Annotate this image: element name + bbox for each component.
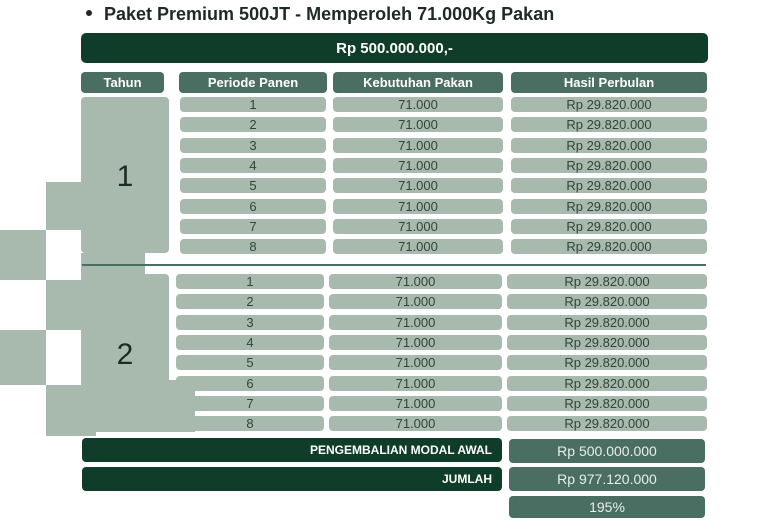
year-1-label: 1 xyxy=(116,160,134,193)
table-cell-periode: 5 xyxy=(180,178,326,193)
section-divider xyxy=(82,264,706,266)
table-cell-kebutuhan: 71.000 xyxy=(333,117,503,132)
table-cell-kebutuhan: 71.000 xyxy=(333,239,503,254)
table-cell-hasil: Rp 29.820.000 xyxy=(511,178,707,193)
header-tahun: Tahun xyxy=(81,72,164,93)
table-cell-hasil: Rp 29.820.000 xyxy=(507,274,707,289)
percent-value: 195% xyxy=(509,496,705,518)
table-cell-periode: 8 xyxy=(176,416,324,431)
table-cell-hasil: Rp 29.820.000 xyxy=(507,416,707,431)
table-cell-periode: 2 xyxy=(176,294,324,309)
table-cell-kebutuhan: 71.000 xyxy=(329,416,502,431)
year-2-label: 2 xyxy=(116,338,134,371)
table-cell-periode: 3 xyxy=(176,315,324,330)
bullet-icon xyxy=(86,10,92,16)
table-cell-kebutuhan: 71.000 xyxy=(333,158,503,173)
title-text: Paket Premium 500JT - Memperoleh 71.000Kg Pakan xyxy=(104,4,555,24)
table-cell-periode: 7 xyxy=(180,219,326,234)
header-hasil: Hasil Perbulan xyxy=(511,72,707,93)
modal-awal-value: Rp 500.000.000 xyxy=(509,439,705,463)
page-title xyxy=(86,4,554,25)
table-cell-kebutuhan: 71.000 xyxy=(329,274,502,289)
table-cell-periode: 4 xyxy=(180,158,326,173)
table-cell-periode: 8 xyxy=(180,239,326,254)
table-cell-kebutuhan: 71.000 xyxy=(333,178,503,193)
table-cell-hasil: Rp 29.820.000 xyxy=(507,376,707,391)
table-cell-kebutuhan: 71.000 xyxy=(333,199,503,214)
table-cell-hasil: Rp 29.820.000 xyxy=(511,219,707,234)
table-cell-periode: 4 xyxy=(176,335,324,350)
table-cell-hasil: Rp 29.820.000 xyxy=(507,335,707,350)
table-cell-kebutuhan: 71.000 xyxy=(329,335,502,350)
header-periode: Periode Panen xyxy=(179,72,327,93)
table-cell-kebutuhan: 71.000 xyxy=(333,97,503,112)
table-cell-periode: 5 xyxy=(176,355,324,370)
table-cell-periode: 3 xyxy=(180,138,326,153)
table-cell-periode: 6 xyxy=(180,199,326,214)
decor-block xyxy=(46,280,82,330)
table-cell-hasil: Rp 29.820.000 xyxy=(511,199,707,214)
table-cell-hasil: Rp 29.820.000 xyxy=(507,315,707,330)
table-cell-kebutuhan: 71.000 xyxy=(329,294,502,309)
table-cell-hasil: Rp 29.820.000 xyxy=(507,396,707,411)
jumlah-value: Rp 977.120.000 xyxy=(509,467,705,491)
table-cell-kebutuhan: 71.000 xyxy=(329,376,502,391)
decor-block xyxy=(0,230,46,280)
table-cell-hasil: Rp 29.820.000 xyxy=(511,138,707,153)
header-kebutuhan: Kebutuhan Pakan xyxy=(333,72,503,93)
price-banner: Rp 500.000.000,- xyxy=(81,33,708,63)
table-cell-periode: 1 xyxy=(176,274,324,289)
jumlah-label: JUMLAH xyxy=(82,467,502,491)
table-cell-kebutuhan: 71.000 xyxy=(329,396,502,411)
table-cell-hasil: Rp 29.820.000 xyxy=(511,97,707,112)
table-cell-periode: 7 xyxy=(176,396,324,411)
table-cell-hasil: Rp 29.820.000 xyxy=(511,239,707,254)
table-cell-periode: 2 xyxy=(180,117,326,132)
table-cell-hasil: Rp 29.820.000 xyxy=(511,117,707,132)
table-cell-kebutuhan: 71.000 xyxy=(329,355,502,370)
table-cell-hasil: Rp 29.820.000 xyxy=(511,158,707,173)
table-cell-hasil: Rp 29.820.000 xyxy=(507,294,707,309)
table-cell-kebutuhan: 71.000 xyxy=(329,315,502,330)
modal-awal-label: PENGEMBALIAN MODAL AWAL xyxy=(82,438,502,462)
table-cell-hasil: Rp 29.820.000 xyxy=(507,355,707,370)
decor-block xyxy=(0,330,46,385)
table-cell-kebutuhan: 71.000 xyxy=(333,219,503,234)
table-cell-kebutuhan: 71.000 xyxy=(333,138,503,153)
table-cell-periode: 1 xyxy=(180,97,326,112)
table-cell-periode: 6 xyxy=(176,376,324,391)
